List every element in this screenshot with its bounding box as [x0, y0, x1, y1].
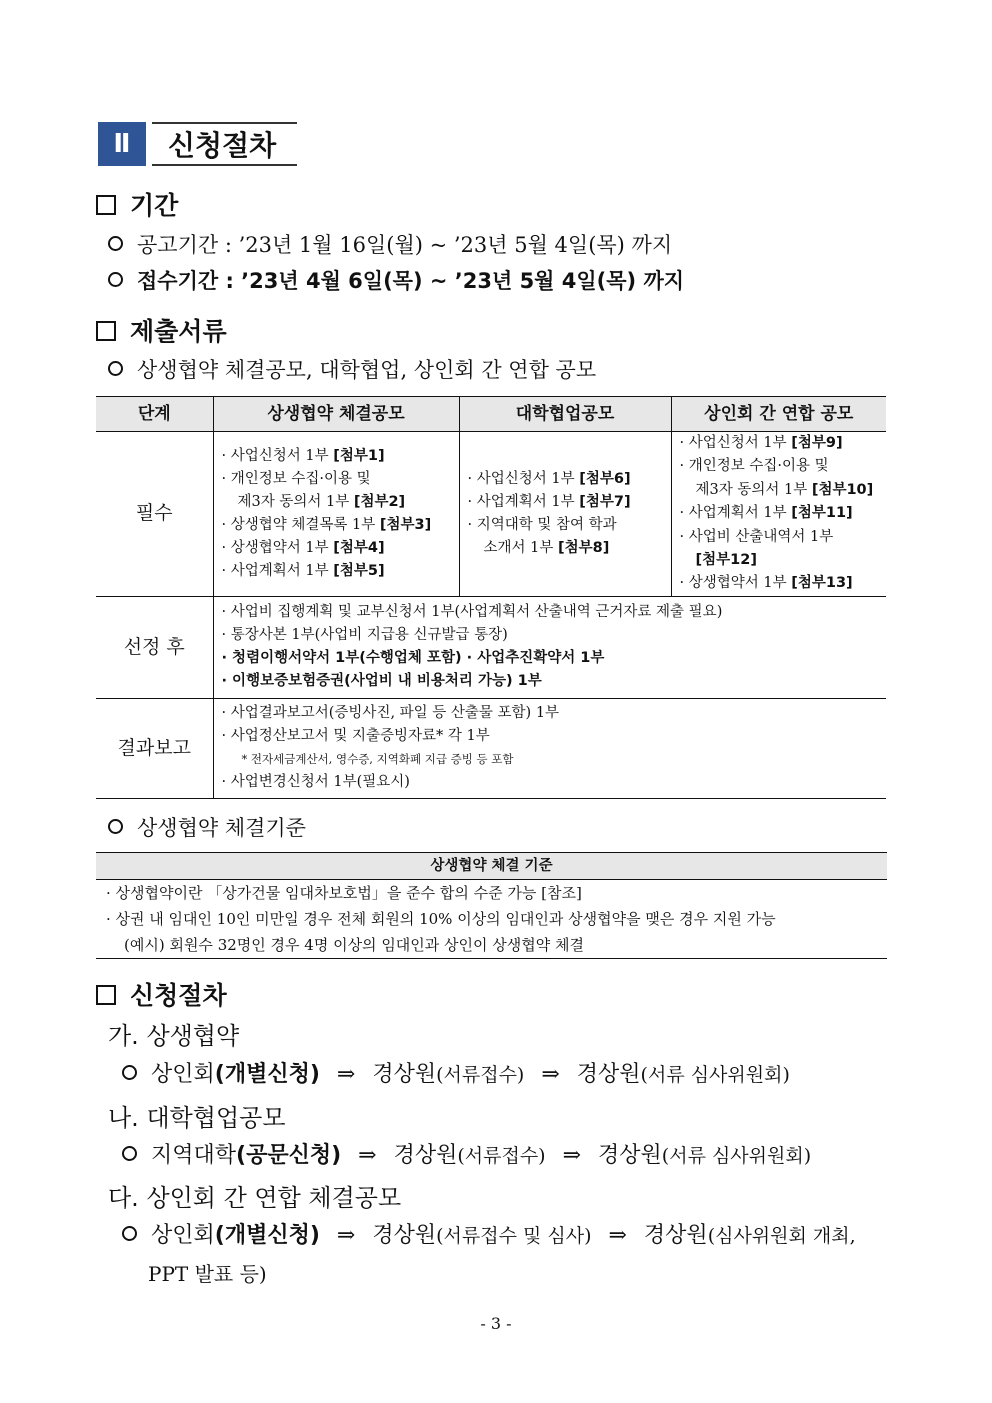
- attachment-ref: [첨부11]: [791, 505, 853, 522]
- criteria-header: 상생협약 체결 기준: [96, 853, 887, 880]
- list-item: · 사업변경신청서 1부(필요시): [221, 774, 410, 791]
- arrow-icon: ⇒: [541, 1062, 560, 1087]
- list-item: · 사업계획서 1부 [첨부7]: [467, 493, 631, 510]
- procedure-a-flow: 상인회(개별신청) ⇒ 경상원(서류접수) ⇒ 경상원(서류 심사위원회): [122, 1057, 790, 1088]
- list-item: · 청렴이행서약서 1부(수행업체 포함) · 사업추진확약서 1부: [221, 650, 605, 667]
- list-item: · 개인정보 수집·이용 및: [679, 458, 829, 475]
- header-col1: 상생협약 체결공모: [213, 397, 459, 432]
- list-item: · 사업정산보고서 및 지출증빙자료* 각 1부: [221, 728, 490, 745]
- page-number: - 3 -: [480, 1314, 512, 1333]
- attachment-ref: [첨부2]: [353, 493, 406, 510]
- procedure-b-flow: 지역대학(공문신청) ⇒ 경상원(서류접수) ⇒ 경상원(서류 심사위원회): [122, 1138, 811, 1169]
- attachment-ref: [첨부4]: [333, 539, 385, 556]
- circle-bullet-icon: [108, 819, 123, 834]
- required-col1: [213, 432, 459, 597]
- list-item: · 사업신청서 1부 [첨부1]: [221, 447, 385, 464]
- attachment-ref: [첨부13]: [791, 575, 853, 592]
- list-item: · 지역대학 및 참여 학과: [467, 516, 617, 533]
- receipt-period: 접수기간 : ’23년 4월 6일(목) ~ ’23년 5월 4일(목) 까지: [108, 265, 684, 295]
- footnote: * 전자세금계산서, 영수증, 지역화폐 지급 증빙 등 포함: [241, 752, 514, 767]
- stage-after: 선정 후: [96, 596, 213, 698]
- attachment-ref: [첨부1]: [333, 447, 385, 464]
- square-bullet-icon: [96, 321, 116, 341]
- docs-intro: 상생협약 체결공모, 대학협업, 상인회 간 연합 공모: [108, 354, 596, 384]
- table-row-required: [96, 432, 886, 597]
- list-item: · 상생협약서 1부 [첨부13]: [679, 575, 853, 592]
- after-items: [213, 596, 886, 698]
- notice-period: 공고기간 : ’23년 1월 16일(월) ~ ’23년 5월 4일(목) 까지: [108, 229, 672, 259]
- table-row-result: [96, 698, 886, 798]
- list-item: [680, 549, 879, 572]
- procedure-a-title: 가. 상생협약: [108, 1022, 240, 1050]
- attachment-ref: [첨부3]: [379, 516, 432, 533]
- list-item: · 사업비 집행계획 및 교부신청서 1부(사업계획서 산출내역 근거자료 제출 필요): [221, 604, 723, 621]
- list-item: · 사업계획서 1부 [첨부5]: [221, 562, 385, 579]
- list-item: · 사업계획서 1부 [첨부11]: [679, 505, 853, 522]
- procedure-c-cont: PPT 발표 등): [148, 1262, 267, 1286]
- arrow-icon: ⇒: [336, 1062, 356, 1087]
- list-item: · 상생협약서 1부 [첨부4]: [221, 539, 385, 556]
- list-item: · 통장사본 1부(사업비 지급용 신규발급 통장): [221, 627, 508, 644]
- circle-bullet-icon: [108, 361, 123, 376]
- list-item: · 사업비 산출내역서 1부: [679, 528, 834, 545]
- table-row-after: [96, 596, 886, 698]
- square-bullet-icon: [96, 195, 116, 215]
- section-number: Ⅱ: [98, 122, 146, 166]
- criteria-intro: 상생협약 체결기준: [108, 812, 306, 842]
- attachment-ref: [첨부9]: [791, 435, 843, 451]
- attachment-ref: [첨부12]: [695, 552, 757, 569]
- list-item: 제3자 동의서 1부 [첨부10]: [695, 481, 874, 498]
- list-item: · 개인정보 수집·이용 및: [221, 470, 371, 487]
- period-heading: 기간: [96, 186, 178, 222]
- arrow-icon: ⇒: [336, 1223, 356, 1248]
- header-stage: 단계: [96, 397, 213, 432]
- square-bullet-icon: [96, 985, 116, 1005]
- required-col3: [671, 432, 886, 597]
- attachment-ref: [첨부7]: [579, 493, 631, 510]
- attachment-ref: [첨부5]: [333, 562, 385, 579]
- circle-bullet-icon: [108, 236, 123, 251]
- procedure-heading: 신청절차: [96, 976, 227, 1012]
- attachment-ref: [첨부10]: [811, 481, 874, 498]
- criteria-box: [96, 852, 887, 959]
- table-header-row: [96, 397, 886, 432]
- arrow-icon: ⇒: [608, 1223, 627, 1248]
- required-col2: [459, 432, 671, 597]
- list-item: 제3자 동의서 1부 [첨부2]: [237, 493, 406, 510]
- list-item: · 이행보증보험증권(사업비 내 비용처리 가능) 1부: [221, 673, 542, 690]
- arrow-icon: ⇒: [562, 1143, 582, 1168]
- procedure-b-title: 나. 대학협업공모: [108, 1104, 286, 1132]
- circle-bullet-icon: [122, 1065, 137, 1080]
- procedure-c-flow: 상인회(개별신청) ⇒ 경상원(서류접수 및 심사) ⇒ 경상원(심사위원회 개최,: [122, 1218, 856, 1249]
- stage-result: 결과보고: [96, 698, 213, 798]
- attachment-ref: [첨부8]: [557, 539, 610, 556]
- list-item: · 사업신청서 1부 [첨부6]: [467, 470, 631, 487]
- criteria-row: (예시) 회원수 32명인 경우 4명 이상의 임대인과 상인이 상생협약 체결: [124, 936, 584, 954]
- arrow-icon: ⇒: [358, 1143, 377, 1168]
- docs-heading: 제출서류: [96, 312, 227, 348]
- list-item: 소개서 1부 [첨부8]: [483, 539, 610, 556]
- header-col3: 상인회 간 연합 공모: [671, 397, 886, 432]
- stage-required: 필수: [96, 432, 213, 597]
- result-items: [213, 698, 886, 798]
- criteria-row: · 상권 내 임대인 10인 미만일 경우 전체 회원의 10% 이상의 임대인과 상생협약을 맺은 경우 지원 가능: [106, 910, 776, 928]
- list-item: · 사업결과보고서(증빙사진, 파일 등 산출물 포함) 1부: [221, 705, 560, 722]
- procedure-c-title: 다. 상인회 간 연합 체결공모: [108, 1184, 402, 1212]
- header-col2: 대학협업공모: [459, 397, 671, 432]
- circle-bullet-icon: [108, 272, 123, 287]
- list-item: · 사업신청서 1부 [첨부9]: [679, 435, 843, 451]
- circle-bullet-icon: [122, 1226, 137, 1241]
- section-title: 신청절차: [152, 122, 297, 166]
- list-item: · 상생협약 체결목록 1부 [첨부3]: [221, 516, 432, 533]
- criteria-row: · 상생협약이란 「상가건물 임대차보호법」을 준수 합의 수준 가능 [참조]: [106, 884, 582, 902]
- circle-bullet-icon: [122, 1146, 137, 1161]
- documents-table: [96, 396, 886, 799]
- attachment-ref: [첨부6]: [579, 470, 631, 487]
